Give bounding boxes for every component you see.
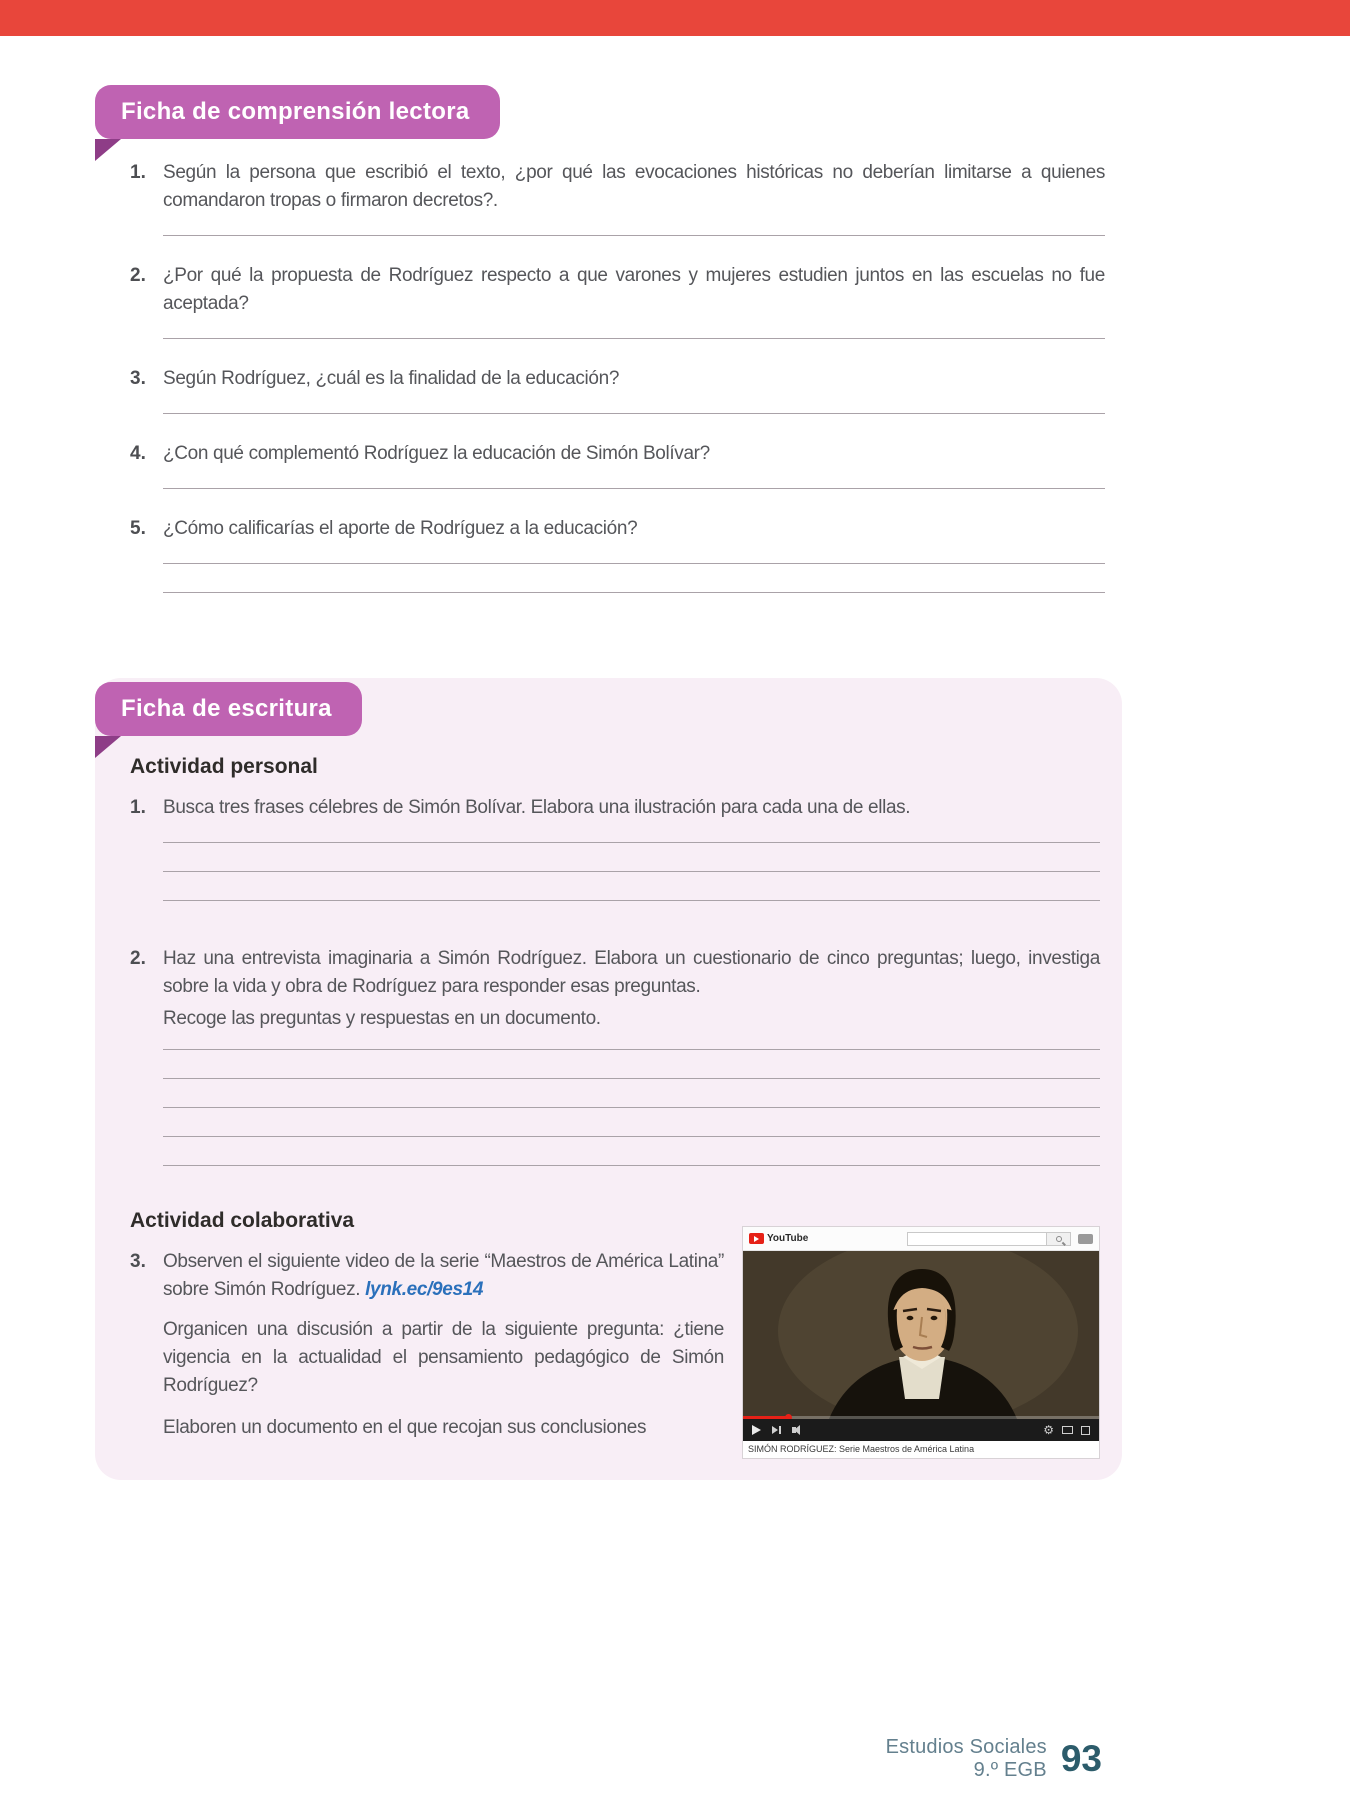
item-number: 1. [130,797,146,818]
portrait-painting [743,1251,1099,1419]
youtube-play-icon [749,1233,764,1244]
answer-line [163,900,1100,901]
question-3 [130,365,1105,414]
question-4 [130,440,1105,489]
writing-badge: Ficha de escritura [95,682,362,736]
question-number: 2. [130,265,146,286]
item-text-3: Elaboren un documento en el que recojan sus conclusiones [163,1417,647,1438]
question-text: ¿Con qué complementó Rodríguez la educación de Simón Bolívar? [163,443,710,464]
video-player [743,1251,1099,1441]
item-text-2: Recoge las preguntas y respuestas en un documento. [163,1008,601,1029]
search-button [1047,1232,1071,1246]
question-text: ¿Cómo calificarías el aporte de Rodríguez a la educación? [163,518,638,539]
theater-mode-icon [1062,1426,1073,1434]
volume-icon [792,1427,796,1433]
writing-item-1 [130,794,1100,901]
answer-line [163,563,1105,564]
item-text-before-link: Observen el siguiente video de la serie “Maestros de América Latina” sobre Simón Rodríguez. [163,1251,724,1300]
footer-grade: 9.º EGB [973,1759,1047,1781]
answer-line [163,488,1105,489]
item-number: 2. [130,948,146,969]
answer-line [163,871,1100,872]
search-input [907,1232,1047,1246]
comprehension-section [95,85,1105,619]
question-number: 3. [130,368,146,389]
item-text: Busca tres frases célebres de Simón Bolívar. Elabora una ilustración para cada una de ellas. [163,797,911,818]
youtube-header [743,1227,1099,1251]
answer-line [163,1107,1100,1108]
upload-icon [1078,1234,1093,1244]
question-2 [130,262,1105,339]
item-number: 3. [130,1251,146,1272]
question-1 [130,159,1105,236]
footer-subject: Estudios Sociales [885,1736,1047,1758]
writing-item-2 [130,945,1100,1166]
top-accent-bar [0,0,1350,36]
answer-line [163,842,1100,843]
video-link[interactable]: lynk.ec/9es14 [365,1279,484,1300]
answer-line [163,1165,1100,1166]
question-text: ¿Por qué la propuesta de Rodríguez respecto a que varones y mujeres estudien juntos en las escuelas no fue aceptada? [163,265,1105,314]
answer-line [163,1078,1100,1079]
player-controls [743,1419,1099,1441]
answer-line [163,1136,1100,1137]
question-text: Según Rodríguez, ¿cuál es la finalidad de la educación? [163,368,620,389]
search-icon [1056,1236,1062,1242]
question-number: 1. [130,162,146,183]
comprehension-questions [95,159,1105,593]
answer-line [163,338,1105,339]
question-number: 4. [130,443,146,464]
fullscreen-icon [1081,1426,1090,1435]
question-number: 5. [130,518,146,539]
page-number: 93 [1060,1738,1102,1779]
comprehension-badge: Ficha de comprensión lectora [95,85,500,139]
youtube-search [907,1232,1093,1246]
page-footer [886,1736,1102,1782]
youtube-screenshot [742,1226,1100,1459]
answer-line [163,413,1105,414]
next-icon [772,1426,781,1434]
youtube-logo [749,1233,808,1244]
answer-line [163,235,1105,236]
writing-item-3 [130,1233,1100,1459]
video-caption: SIMÓN RODRÍGUEZ: Serie Maestros de América Latina [743,1441,1099,1458]
item-text: Haz una entrevista imaginaria a Simón Rodríguez. Elabora un cuestionario de cinco preguntas; luego, investiga sobre la vida y obra de Rodríguez para responder esas preguntas. [163,948,1100,997]
youtube-brand-label: YouTube [767,1233,809,1244]
collaborative-activity-heading: Actividad colaborativa [130,1209,355,1232]
item-text [163,1248,724,1304]
answer-line [163,592,1105,593]
personal-activity-heading: Actividad personal [130,755,318,778]
question-text: Según la persona que escribió el texto, ¿por qué las evocaciones históricas no deberían limitarse a quienes comandaron tropas o firmaron decretos?. [163,162,1105,211]
settings-icon: ⚙ [1043,1423,1054,1437]
writing-section [95,678,1122,1480]
answer-line [163,1049,1100,1050]
play-icon [752,1425,761,1435]
question-5 [130,515,1105,593]
item-text-2: Organicen una discusión a partir de la siguiente pregunta: ¿tiene vigencia en la actualidad el pensamiento pedagógico de Simón Rodríguez? [163,1319,724,1396]
